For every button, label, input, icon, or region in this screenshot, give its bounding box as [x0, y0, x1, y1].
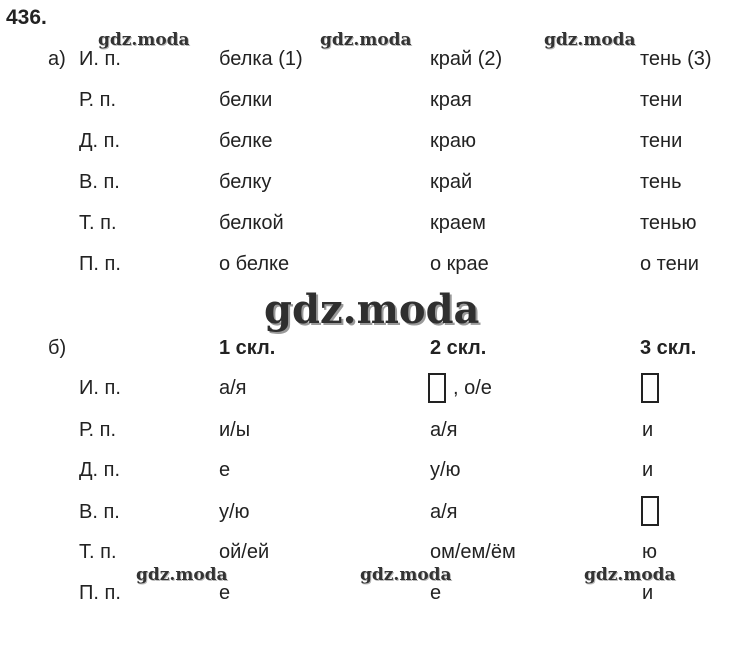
ending-decl-2: ом/ем/ём [430, 541, 516, 563]
word-decl-3: тени [640, 89, 683, 111]
ending-decl-3: и [642, 582, 654, 604]
case-label: Д. п. [79, 459, 121, 481]
word-decl-1: белка (1) [219, 48, 303, 70]
header-decl-3: 3 скл. [640, 337, 697, 359]
watermark: gdz.moda [544, 30, 636, 50]
ending-decl-2: у/ю [430, 459, 461, 481]
word-decl-1: белку [219, 171, 272, 193]
case-label: Т. п. [79, 212, 117, 234]
ending-decl-3: ю [642, 541, 657, 563]
ending-decl-1: у/ю [219, 501, 250, 523]
ending-decl-2: , о/е [453, 377, 492, 399]
word-decl-3: тени [640, 130, 683, 152]
word-decl-3: тенью [640, 212, 697, 234]
ending-decl-3: и [642, 419, 654, 441]
zero-ending-box [641, 496, 659, 526]
ending-decl-2: а/я [430, 501, 458, 523]
ending-decl-2: а/я [430, 419, 458, 441]
word-decl-2: о крае [430, 253, 489, 275]
watermark: gdz.moda [584, 565, 676, 585]
word-decl-1: белки [219, 89, 273, 111]
case-label: В. п. [79, 501, 120, 523]
exercise-number: 436. [6, 6, 47, 29]
case-label: Р. п. [79, 419, 117, 441]
ending-decl-3: и [642, 459, 654, 481]
part-b-label: б) [48, 337, 67, 359]
case-label: П. п. [79, 253, 121, 275]
case-label: Р. п. [79, 89, 117, 111]
watermark: gdz.moda [136, 565, 228, 585]
case-label: И. п. [79, 377, 121, 399]
case-label: П. п. [79, 582, 121, 604]
word-decl-2: краем [430, 212, 486, 234]
ending-decl-1: а/я [219, 377, 247, 399]
watermark: gdz.moda [360, 565, 452, 585]
case-label: В. п. [79, 171, 120, 193]
word-decl-1: белкой [219, 212, 284, 234]
word-decl-2: край (2) [430, 48, 503, 70]
ending-decl-2: е [430, 582, 442, 604]
word-decl-1: о белке [219, 253, 290, 275]
word-decl-3: тень [640, 171, 682, 193]
watermark: gdz.moda [98, 30, 190, 50]
ending-decl-1: и/ы [219, 419, 251, 441]
word-decl-1: белке [219, 130, 273, 152]
watermark: gdz.moda [320, 30, 412, 50]
part-a-label: а) [48, 48, 66, 70]
word-decl-2: краю [430, 130, 476, 152]
header-decl-2: 2 скл. [430, 337, 487, 359]
case-label: Т. п. [79, 541, 117, 563]
word-decl-2: край [430, 171, 473, 193]
zero-ending-box [428, 373, 446, 403]
watermark-large: gdz.moda [264, 286, 480, 333]
case-label: И. п. [79, 48, 121, 70]
header-decl-1: 1 скл. [219, 337, 276, 359]
ending-decl-1: е [219, 582, 231, 604]
zero-ending-box [641, 373, 659, 403]
word-decl-3: о тени [640, 253, 699, 275]
case-label: Д. п. [79, 130, 121, 152]
ending-decl-1: е [219, 459, 231, 481]
word-decl-3: тень (3) [640, 48, 712, 70]
ending-decl-1: ой/ей [219, 541, 270, 563]
word-decl-2: края [430, 89, 472, 111]
